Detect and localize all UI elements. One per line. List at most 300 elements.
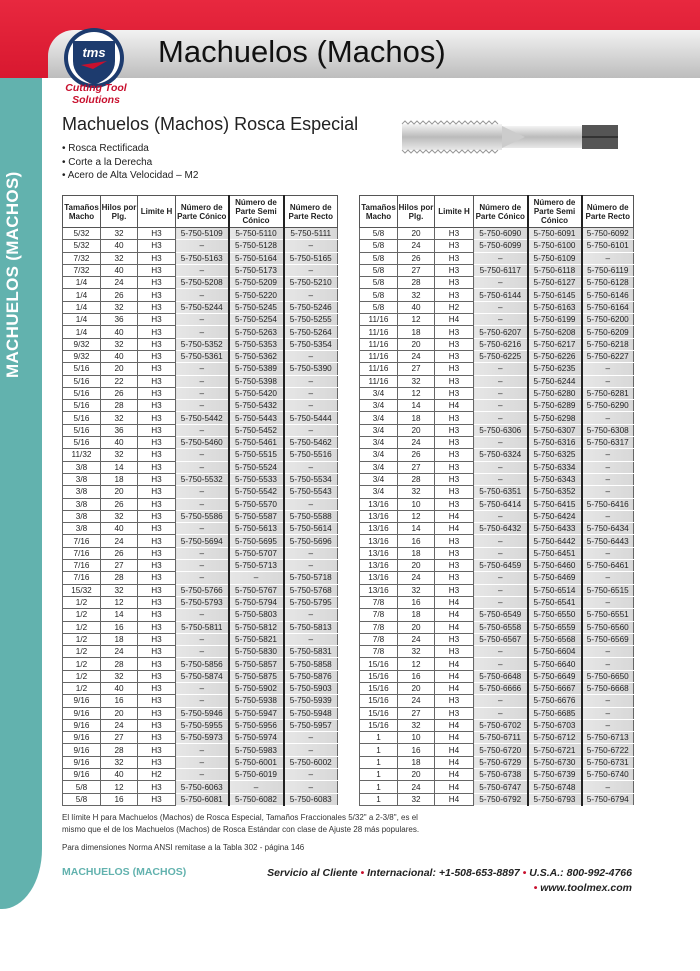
table-row <box>360 732 634 744</box>
cell-taper-part: 5-750-6567 <box>474 633 528 645</box>
cell-bottoming-part: 5-750-5588 <box>284 510 338 522</box>
cell-semi-taper-part: 5-750-6163 <box>528 301 582 313</box>
cell-taper-part: 5-750-5208 <box>176 277 229 289</box>
cell-semi-taper-part: 5-750-5398 <box>229 375 284 387</box>
cell-bottoming-part: – <box>284 400 338 412</box>
cell-threads: 24 <box>398 437 435 449</box>
cell-semi-taper-part: 5-750-6550 <box>528 609 582 621</box>
cell-taper-part: – <box>474 363 528 375</box>
table-row <box>360 326 634 338</box>
cell-size: 13/16 <box>360 523 398 535</box>
cell-size: 7/8 <box>360 633 398 645</box>
cell-threads: 20 <box>101 486 138 498</box>
cell-taper-part: 5-750-6720 <box>474 744 528 756</box>
cell-limit: H3 <box>435 240 474 252</box>
cell-taper-part: 5-750-6459 <box>474 560 528 572</box>
cell-limit: H3 <box>435 412 474 424</box>
cell-threads: 20 <box>101 707 138 719</box>
cell-limit: H3 <box>138 781 176 793</box>
cell-limit: H3 <box>435 449 474 461</box>
cell-semi-taper-part: 5-750-5947 <box>229 707 284 719</box>
cell-threads: 16 <box>398 596 435 608</box>
cell-semi-taper-part: 5-750-6685 <box>528 707 582 719</box>
cell-taper-part: – <box>474 572 528 584</box>
table-row <box>360 682 634 694</box>
cell-bottoming-part: – <box>582 547 634 559</box>
cell-size: 1/2 <box>63 682 101 694</box>
cell-taper-part: 5-750-6747 <box>474 781 528 793</box>
cell-semi-taper-part: 5-750-6640 <box>528 658 582 670</box>
cell-limit: H4 <box>435 769 474 781</box>
cell-limit: H3 <box>138 449 176 461</box>
cell-threads: 20 <box>398 682 435 694</box>
cell-taper-part: – <box>474 584 528 596</box>
cell-taper-part: 5-750-6306 <box>474 424 528 436</box>
cell-size: 3/8 <box>63 510 101 522</box>
international-phone: Internacional: +1-508-653-8897 <box>367 867 520 879</box>
cell-threads: 32 <box>398 584 435 596</box>
cell-taper-part: 5-750-6099 <box>474 240 528 252</box>
cell-limit: H3 <box>138 695 176 707</box>
cell-bottoming-part: 5-750-6650 <box>582 670 634 682</box>
cell-semi-taper-part: 5-750-6469 <box>528 572 582 584</box>
cell-size: 1 <box>360 769 398 781</box>
cell-size: 5/8 <box>63 781 101 793</box>
col-header-bottoming: Número de Parte Recto <box>284 196 338 228</box>
cell-bottoming-part: 5-750-5462 <box>284 437 338 449</box>
cell-taper-part: – <box>176 756 229 768</box>
cell-taper-part: 5-750-5793 <box>176 596 229 608</box>
cell-threads: 32 <box>101 670 138 682</box>
cell-semi-taper-part: 5-750-6712 <box>528 732 582 744</box>
cell-bottoming-part: 5-750-5264 <box>284 326 338 338</box>
cell-size: 3/4 <box>360 473 398 485</box>
cell-semi-taper-part: 5-750-6460 <box>528 560 582 572</box>
cell-bottoming-part: 5-750-6722 <box>582 744 634 756</box>
cell-limit: H3 <box>435 375 474 387</box>
cell-taper-part: 5-750-6792 <box>474 793 528 805</box>
cell-size: 5/8 <box>360 264 398 276</box>
cell-threads: 16 <box>398 535 435 547</box>
cell-bottoming-part: 5-750-6083 <box>284 793 338 805</box>
cell-size: 5/16 <box>63 363 101 375</box>
cell-limit: H3 <box>138 756 176 768</box>
cell-threads: 24 <box>101 535 138 547</box>
table-row <box>63 437 338 449</box>
cell-bottoming-part: – <box>284 769 338 781</box>
cell-semi-taper-part: 5-750-6604 <box>528 646 582 658</box>
cell-size: 1/4 <box>63 301 101 313</box>
cell-size: 11/16 <box>360 338 398 350</box>
cell-size: 13/16 <box>360 560 398 572</box>
cell-size: 9/16 <box>63 732 101 744</box>
cell-semi-taper-part: 5-750-6127 <box>528 277 582 289</box>
cell-taper-part: – <box>474 473 528 485</box>
cell-taper-part: 5-750-6648 <box>474 670 528 682</box>
table-row <box>360 252 634 264</box>
cell-bottoming-part: 5-750-5614 <box>284 523 338 535</box>
cell-threads: 18 <box>398 412 435 424</box>
cell-limit: H3 <box>138 314 176 326</box>
cell-threads: 28 <box>101 400 138 412</box>
cell-limit: H3 <box>138 289 176 301</box>
cell-limit: H3 <box>435 535 474 547</box>
table-row <box>63 301 338 313</box>
bullet-separator: • <box>522 867 527 879</box>
table-row <box>63 572 338 584</box>
table-row <box>63 646 338 658</box>
cell-size: 3/8 <box>63 498 101 510</box>
cell-limit: H3 <box>138 400 176 412</box>
cell-limit: H3 <box>138 301 176 313</box>
table-row <box>63 461 338 473</box>
cell-semi-taper-part: 5-750-5389 <box>229 363 284 375</box>
cell-semi-taper-part: 5-750-6703 <box>528 719 582 731</box>
col-header-threads: Hilos por Plg. <box>398 196 435 228</box>
cell-bottoming-part: 5-750-6209 <box>582 326 634 338</box>
cell-size: 7/32 <box>63 252 101 264</box>
cell-semi-taper-part: 5-750-6082 <box>229 793 284 805</box>
cell-taper-part: – <box>474 387 528 399</box>
cell-taper-part: – <box>176 240 229 252</box>
cell-threads: 14 <box>398 400 435 412</box>
cell-size: 1/4 <box>63 289 101 301</box>
cell-limit: H3 <box>435 277 474 289</box>
cell-taper-part: – <box>176 424 229 436</box>
cell-taper-part: 5-750-6729 <box>474 756 528 768</box>
cell-semi-taper-part: 5-750-6226 <box>528 350 582 362</box>
table-row <box>360 400 634 412</box>
tagline-line-1: Cutting Tool <box>65 82 127 94</box>
table-row <box>360 277 634 289</box>
cell-size: 7/8 <box>360 646 398 658</box>
cell-semi-taper-part: 5-750-6451 <box>528 547 582 559</box>
cell-semi-taper-part: 5-750-6415 <box>528 498 582 510</box>
cell-limit: H4 <box>435 670 474 682</box>
cell-size: 5/8 <box>360 240 398 252</box>
table-row <box>63 510 338 522</box>
cell-limit: H3 <box>138 670 176 682</box>
cell-taper-part: 5-750-5856 <box>176 658 229 670</box>
cell-taper-part: 5-750-5586 <box>176 510 229 522</box>
cell-semi-taper-part: 5-750-5245 <box>229 301 284 313</box>
cell-threads: 18 <box>101 473 138 485</box>
cell-semi-taper-part: 5-750-6541 <box>528 596 582 608</box>
cell-limit: H3 <box>138 461 176 473</box>
cell-size: 9/16 <box>63 756 101 768</box>
table-row <box>360 498 634 510</box>
cell-semi-taper-part: 5-750-6748 <box>528 781 582 793</box>
cell-taper-part: 5-750-6558 <box>474 621 528 633</box>
cell-taper-part: – <box>474 252 528 264</box>
table-row <box>63 523 338 535</box>
feature-list <box>62 142 198 183</box>
cell-taper-part: 5-750-5442 <box>176 412 229 424</box>
cell-semi-taper-part: 5-750-5983 <box>229 744 284 756</box>
cell-taper-part: 5-750-6324 <box>474 449 528 461</box>
cell-limit: H3 <box>138 375 176 387</box>
cell-semi-taper-part: 5-750-5524 <box>229 461 284 473</box>
sidebar-section-label: MACHUELOS (MACHOS) <box>3 171 22 378</box>
cell-bottoming-part: 5-750-6461 <box>582 560 634 572</box>
cell-taper-part: – <box>474 412 528 424</box>
cell-threads: 16 <box>398 744 435 756</box>
cell-limit: H3 <box>138 560 176 572</box>
cell-semi-taper-part: 5-750-6352 <box>528 486 582 498</box>
cell-limit: H3 <box>138 326 176 338</box>
cell-taper-part: – <box>474 646 528 658</box>
cell-limit: H3 <box>138 498 176 510</box>
cell-size: 1/2 <box>63 596 101 608</box>
cell-semi-taper-part: 5-750-5461 <box>229 437 284 449</box>
cell-size: 1/4 <box>63 314 101 326</box>
cell-threads: 40 <box>101 769 138 781</box>
cell-taper-part: 5-750-5811 <box>176 621 229 633</box>
cell-size: 1/4 <box>63 277 101 289</box>
table-row <box>63 670 338 682</box>
cell-size: 3/4 <box>360 412 398 424</box>
cell-threads: 40 <box>101 437 138 449</box>
cell-taper-part: 5-750-6216 <box>474 338 528 350</box>
cell-limit: H4 <box>435 719 474 731</box>
cell-semi-taper-part: 5-750-5570 <box>229 498 284 510</box>
table-row <box>360 363 634 375</box>
cell-size: 5/8 <box>360 289 398 301</box>
feature-item: • Acero de Alta Velocidad – M2 <box>62 169 198 183</box>
left-parts-table <box>62 195 338 806</box>
cell-taper-part: 5-750-5694 <box>176 535 229 547</box>
cell-semi-taper-part: 5-750-5443 <box>229 412 284 424</box>
cell-bottoming-part: – <box>284 547 338 559</box>
cell-semi-taper-part: 5-750-5803 <box>229 609 284 621</box>
cell-threads: 24 <box>398 633 435 645</box>
cell-threads: 22 <box>101 375 138 387</box>
cell-bottoming-part: 5-750-5354 <box>284 338 338 350</box>
cell-taper-part: – <box>176 264 229 276</box>
cell-taper-part: 5-750-6549 <box>474 609 528 621</box>
cell-limit: H3 <box>138 486 176 498</box>
table-row <box>360 744 634 756</box>
table-row <box>360 535 634 547</box>
cell-taper-part: – <box>176 400 229 412</box>
cell-bottoming-part: – <box>582 646 634 658</box>
table-row <box>63 547 338 559</box>
cell-threads: 32 <box>101 228 138 240</box>
cell-limit: H4 <box>435 682 474 694</box>
cell-threads: 18 <box>101 633 138 645</box>
cell-taper-part: 5-750-6090 <box>474 228 528 240</box>
cell-threads: 20 <box>398 560 435 572</box>
cell-size: 11/16 <box>360 326 398 338</box>
cell-threads: 28 <box>101 744 138 756</box>
table-row <box>360 707 634 719</box>
cell-threads: 40 <box>101 523 138 535</box>
cell-taper-part: – <box>474 707 528 719</box>
cell-threads: 32 <box>398 719 435 731</box>
cell-limit: H4 <box>435 793 474 805</box>
cell-size: 7/16 <box>63 547 101 559</box>
cell-semi-taper-part: 5-750-5220 <box>229 289 284 301</box>
cell-limit: H3 <box>138 572 176 584</box>
cell-bottoming-part: – <box>284 387 338 399</box>
cell-semi-taper-part: 5-750-6289 <box>528 400 582 412</box>
cell-size: 5/16 <box>63 375 101 387</box>
cell-semi-taper-part: 5-750-5164 <box>229 252 284 264</box>
cell-taper-part: 5-750-5973 <box>176 732 229 744</box>
table-row <box>63 326 338 338</box>
bullet-separator: • <box>533 882 538 894</box>
cell-size: 9/16 <box>63 719 101 731</box>
cell-threads: 12 <box>101 596 138 608</box>
cell-limit: H3 <box>435 387 474 399</box>
cell-size: 15/16 <box>360 682 398 694</box>
cell-size: 13/16 <box>360 547 398 559</box>
usa-phone: U.S.A.: 800-992-4766 <box>529 867 632 879</box>
cell-semi-taper-part: 5-750-5902 <box>229 682 284 694</box>
feature-item: • Rosca Rectificada <box>62 142 198 156</box>
cell-size: 5/16 <box>63 400 101 412</box>
table-row <box>63 486 338 498</box>
right-parts-table <box>359 195 634 806</box>
cell-taper-part: – <box>474 314 528 326</box>
cell-limit: H3 <box>435 461 474 473</box>
table-row <box>360 424 634 436</box>
cell-taper-part: 5-750-6225 <box>474 350 528 362</box>
cell-size: 11/16 <box>360 375 398 387</box>
cell-threads: 24 <box>101 277 138 289</box>
cell-bottoming-part: 5-750-6308 <box>582 424 634 436</box>
cell-threads: 40 <box>101 682 138 694</box>
cell-bottoming-part: 5-750-5516 <box>284 449 338 461</box>
cell-threads: 18 <box>398 547 435 559</box>
cell-limit: H4 <box>435 400 474 412</box>
table-row <box>63 412 338 424</box>
cell-semi-taper-part: 5-750-5173 <box>229 264 284 276</box>
cell-size: 5/32 <box>63 228 101 240</box>
cell-semi-taper-part: 5-750-6199 <box>528 314 582 326</box>
table-row <box>360 547 634 559</box>
cell-threads: 10 <box>398 732 435 744</box>
cell-size: 9/16 <box>63 695 101 707</box>
col-header-threads: Hilos por Plg. <box>101 196 138 228</box>
page-number: 150 <box>14 954 40 971</box>
cell-semi-taper-part: 5-750-5432 <box>229 400 284 412</box>
cell-size: 5/16 <box>63 437 101 449</box>
cell-bottoming-part: – <box>582 473 634 485</box>
footer-section-label: MACHUELOS (MACHOS) <box>62 866 187 878</box>
cell-bottoming-part: 5-750-6092 <box>582 228 634 240</box>
cell-semi-taper-part: 5-750-6514 <box>528 584 582 596</box>
cell-semi-taper-part: 5-750-5128 <box>229 240 284 252</box>
cell-bottoming-part: 5-750-5957 <box>284 719 338 731</box>
cell-bottoming-part: – <box>284 498 338 510</box>
sidebar <box>0 78 42 971</box>
footer-contact <box>267 866 632 896</box>
cell-limit: H3 <box>138 707 176 719</box>
table-row <box>360 793 634 805</box>
cell-bottoming-part: – <box>284 744 338 756</box>
cell-size: 9/16 <box>63 744 101 756</box>
tagline-line-2: Solutions <box>72 94 120 106</box>
cell-taper-part: 5-750-6711 <box>474 732 528 744</box>
cell-bottoming-part: 5-750-6290 <box>582 400 634 412</box>
table-row <box>63 707 338 719</box>
cell-threads: 24 <box>398 572 435 584</box>
table-row <box>360 449 634 461</box>
table-row <box>63 277 338 289</box>
cell-size: 1/2 <box>63 670 101 682</box>
table-row <box>360 412 634 424</box>
cell-bottoming-part: – <box>582 486 634 498</box>
cell-semi-taper-part: 5-750-5707 <box>229 547 284 559</box>
cell-threads: 26 <box>101 498 138 510</box>
cell-taper-part: – <box>176 572 229 584</box>
cell-taper-part: 5-750-5955 <box>176 719 229 731</box>
cell-bottoming-part: 5-750-6164 <box>582 301 634 313</box>
cell-taper-part: – <box>176 289 229 301</box>
table-row <box>63 560 338 572</box>
cell-limit: H3 <box>138 633 176 645</box>
cell-bottoming-part: – <box>582 252 634 264</box>
cell-bottoming-part: – <box>284 375 338 387</box>
table-row <box>360 486 634 498</box>
cell-limit: H3 <box>138 412 176 424</box>
cell-limit: H3 <box>138 547 176 559</box>
cell-semi-taper-part: 5-750-5254 <box>229 314 284 326</box>
cell-bottoming-part: – <box>582 363 634 375</box>
cell-size: 7/8 <box>360 621 398 633</box>
cell-bottoming-part: 5-750-6416 <box>582 498 634 510</box>
cell-size: 1 <box>360 793 398 805</box>
cell-threads: 32 <box>101 756 138 768</box>
cell-threads: 40 <box>101 326 138 338</box>
cell-threads: 20 <box>398 424 435 436</box>
col-header-size: Tamaños Macho <box>360 196 398 228</box>
table-row <box>63 781 338 793</box>
table-row <box>63 228 338 240</box>
col-header-limit: Limite H <box>138 196 176 228</box>
cell-limit: H3 <box>138 744 176 756</box>
cell-limit: H3 <box>435 498 474 510</box>
cell-size: 1 <box>360 732 398 744</box>
cell-limit: H4 <box>435 523 474 535</box>
cell-bottoming-part: – <box>284 240 338 252</box>
cell-size: 3/4 <box>360 486 398 498</box>
cell-semi-taper-part: 5-750-5587 <box>229 510 284 522</box>
col-header-semi-taper: Número de Parte Semi Cónico <box>528 196 582 228</box>
cell-taper-part: – <box>474 437 528 449</box>
cell-threads: 14 <box>101 461 138 473</box>
cell-taper-part: – <box>176 523 229 535</box>
cell-size: 11/16 <box>360 314 398 326</box>
website-link[interactable]: www.toolmex.com <box>540 882 632 894</box>
cell-semi-taper-part: 5-750-6244 <box>528 375 582 387</box>
cell-limit: H3 <box>138 646 176 658</box>
cell-threads: 16 <box>101 695 138 707</box>
cell-bottoming-part: – <box>284 264 338 276</box>
cell-size: 3/8 <box>63 473 101 485</box>
cell-taper-part: – <box>474 510 528 522</box>
cell-bottoming-part: – <box>582 719 634 731</box>
cell-limit: H3 <box>138 350 176 362</box>
table-row <box>360 658 634 670</box>
cell-limit: H3 <box>435 326 474 338</box>
cell-semi-taper-part: 5-750-6730 <box>528 756 582 768</box>
cell-size: 7/32 <box>63 264 101 276</box>
cell-threads: 27 <box>398 363 435 375</box>
cell-limit: H3 <box>138 732 176 744</box>
cell-semi-taper-part: 5-750-5515 <box>229 449 284 461</box>
